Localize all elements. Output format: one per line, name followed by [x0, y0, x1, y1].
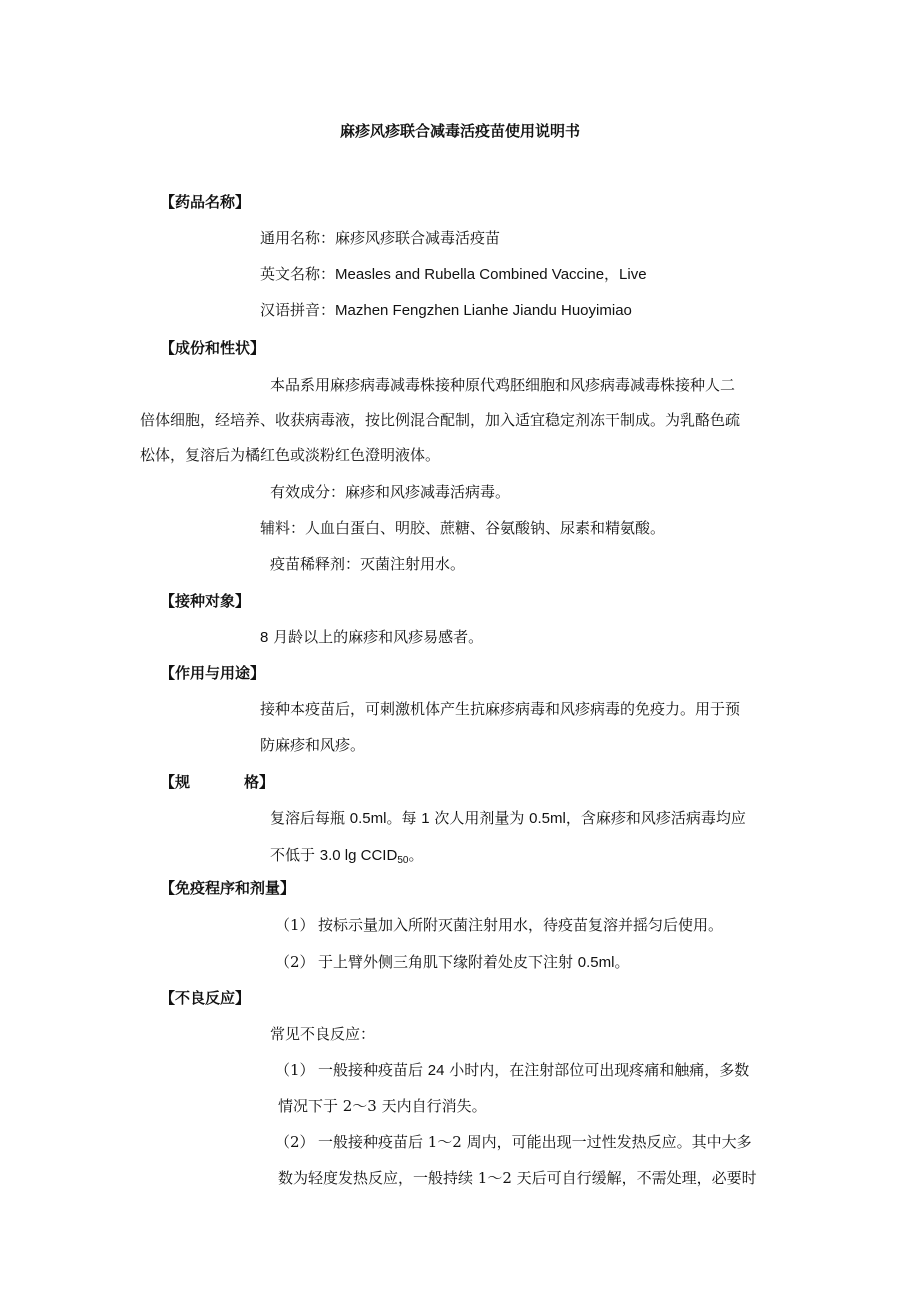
english-name-label: 英文名称：	[260, 265, 336, 283]
active-ingredient-line: 有效成分：麻疹和风疹减毒活病毒。	[270, 483, 511, 501]
composition-para-line3: 松体，复溶后为橘红色或淡粉红色澄明液体。	[140, 446, 441, 464]
pinyin-name-value: Mazhen Fengzhen Lianhe Jiandu Huoyimiao	[335, 302, 632, 319]
adverse-item1-line1	[318, 1060, 749, 1081]
spec-line1-text-c: 。每	[386, 809, 422, 827]
schedule-item2-text	[318, 952, 629, 973]
spec-line1-text-a: 复溶后每瓶	[270, 809, 350, 827]
section-heading-drug-name: 【药品名称】	[160, 193, 251, 211]
document-title: 麻疹风疹联合减毒活疫苗使用说明书	[339, 122, 580, 140]
schedule-item1-number: （1）	[275, 916, 315, 934]
composition-para-line1: 本品系用麻疹病毒减毒株接种原代鸡胚细胞和风疹病毒减毒株接种人二	[270, 376, 736, 394]
section-heading-composition: 【成份和性状】	[160, 339, 266, 357]
pinyin-name-label: 汉语拼音：	[260, 301, 336, 319]
schedule-item2-volume: 0.5ml	[577, 954, 615, 971]
adverse-item2-number: （2）	[275, 1133, 315, 1151]
spec-line2-titer: 3.0 lg CCID	[319, 847, 398, 864]
english-name-line	[260, 264, 647, 285]
spec-line1-volume-b: 0.5ml	[529, 810, 566, 827]
adverse-item2-line2: 数为轻度发热反应，一般持续 1～2 天后可自行缓解，不需处理，必要时	[278, 1169, 757, 1187]
pinyin-name-line	[260, 300, 632, 321]
spec-line2-text-c: 。	[408, 846, 424, 864]
adverse-item1-line2: 情况下于 2～3 天内自行消失。	[278, 1097, 487, 1115]
diluent-line: 疫苗稀释剂：灭菌注射用水。	[270, 555, 466, 573]
spec-line1-text-e: 次人用剂量为	[429, 809, 530, 827]
schedule-item1-text: 按标示量加入所附灭菌注射用水，待疫苗复溶并摇匀后使用。	[318, 916, 724, 934]
spec-line2-text-a: 不低于	[270, 846, 320, 864]
spec-line2	[270, 845, 423, 866]
target-text: 月龄以上的麻疹和风疹易感者。	[268, 628, 484, 646]
generic-name-value: 麻疹风疹联合减毒活疫苗	[335, 229, 501, 247]
section-heading-spec-part1: 【规	[160, 773, 191, 791]
composition-para-line2: 倍体细胞，经培养、收获病毒液，按比例混合配制，加入适宜稳定剂冻干制成。为乳酪色疏	[140, 411, 741, 429]
adverse-item1-hours: 24	[427, 1062, 445, 1079]
section-heading-use: 【作用与用途】	[160, 664, 266, 682]
schedule-item2-text-a: 于上臂外侧三角肌下缘附着处皮下注射	[318, 953, 578, 971]
section-heading-target: 【接种对象】	[160, 592, 251, 610]
generic-name-line	[260, 228, 500, 248]
english-name-value: Measles and Rubella Combined Vaccine，Live	[335, 266, 647, 283]
spec-line1-text-g: ，含麻疹和风疹活病毒均应	[565, 809, 746, 827]
adverse-item1-line1-a: 一般接种疫苗后	[318, 1061, 428, 1079]
spec-line2-subscript: 50	[397, 855, 409, 866]
use-line2: 防麻疹和风疹。	[260, 736, 366, 754]
section-heading-adverse: 【不良反应】	[160, 989, 251, 1007]
spec-line1-count: 1	[421, 810, 430, 827]
target-age-number: 8	[260, 629, 269, 646]
adverse-item1-line1-c: 小时内，在注射部位可出现疼痛和触痛，多数	[444, 1061, 750, 1079]
adverse-item2-line1: 一般接种疫苗后 1～2 周内，可能出现一过性发热反应。其中大多	[318, 1133, 752, 1151]
use-line1: 接种本疫苗后，可刺激机体产生抗麻疹病毒和风疹病毒的免疫力。用于预	[260, 700, 741, 718]
spec-line1	[270, 808, 746, 829]
generic-name-label: 通用名称：	[260, 229, 336, 247]
section-heading-spec-part2: 格】	[244, 773, 275, 791]
schedule-item2-text-c: 。	[614, 953, 630, 971]
adverse-intro: 常见不良反应：	[270, 1025, 376, 1043]
schedule-item2-number: （2）	[275, 953, 315, 971]
section-heading-schedule: 【免疫程序和剂量】	[160, 879, 296, 897]
adverse-item1-number: （1）	[275, 1061, 315, 1079]
spec-line1-volume-a: 0.5ml	[349, 810, 387, 827]
target-line	[260, 627, 483, 648]
excipients-line: 辅料：人血白蛋白、明胶、蔗糖、谷氨酸钠、尿素和精氨酸。	[260, 519, 666, 537]
